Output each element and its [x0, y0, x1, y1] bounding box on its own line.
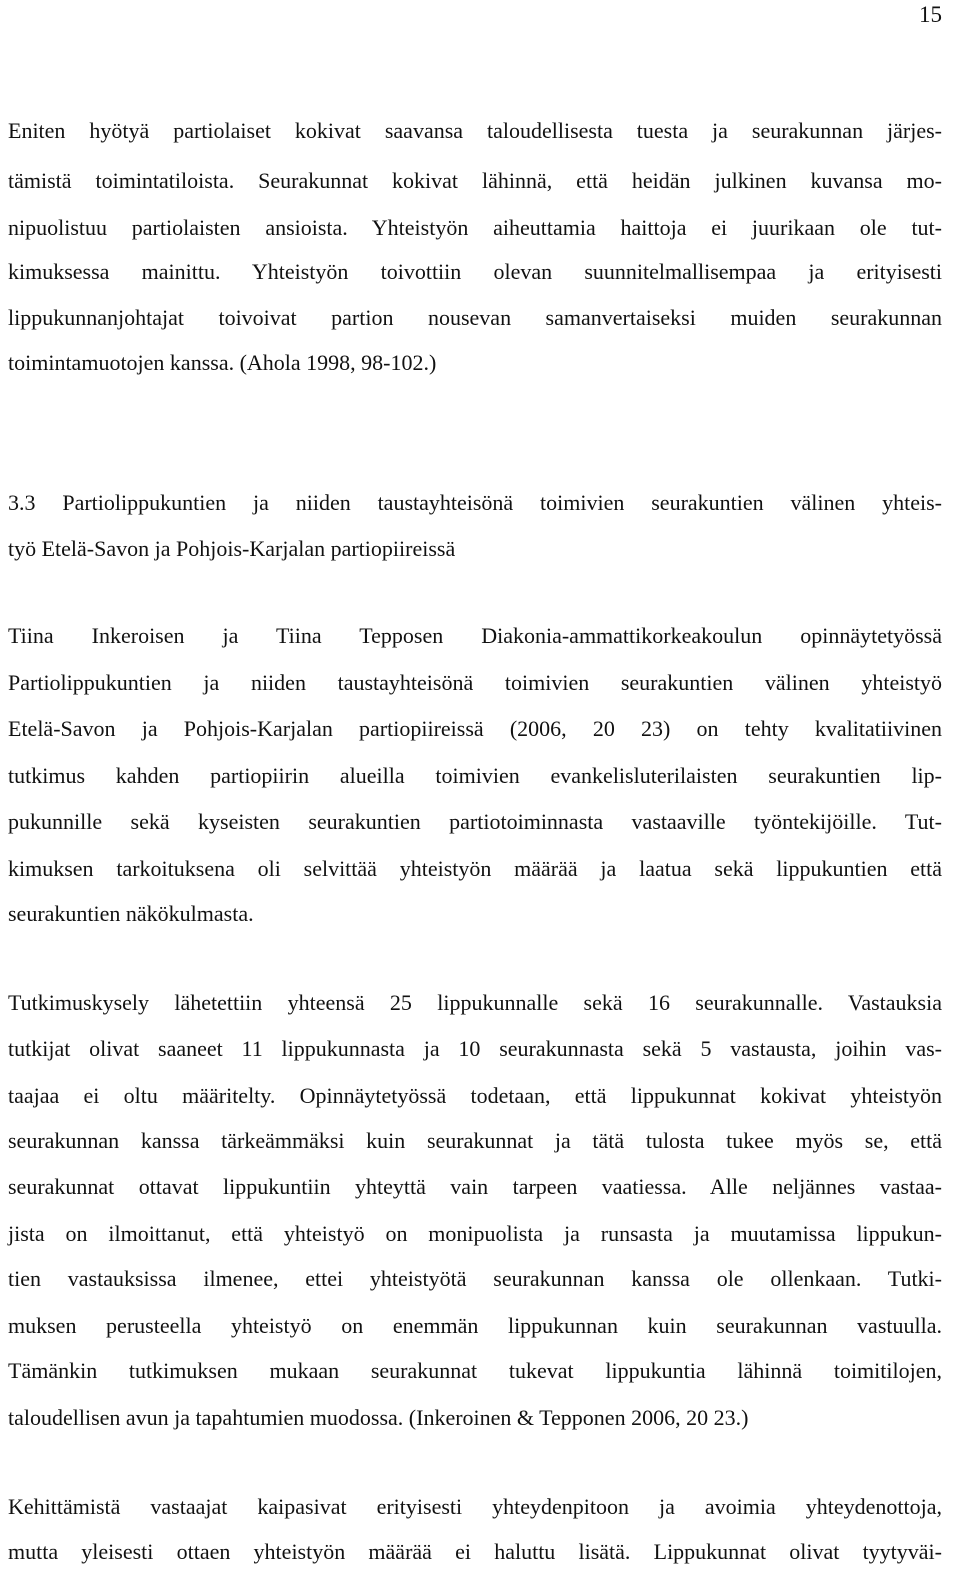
paragraph-2-line-6: kimuksen tarkoituksena oli selvittää yhteistyön määrää ja laatua sekä lippukuntien että	[8, 856, 942, 881]
paragraph-2-line-3: Etelä-Savon ja Pohjois-Karjalan partiopiireissä (2006, 20 23) on tehty kvalitatiivinen	[8, 716, 942, 741]
paragraph-2-line-5: pukunnille sekä kyseisten seurakuntien partiotoiminnasta vastaaville työntekijöille. Tut-	[8, 809, 942, 834]
paragraph-3-line-7: tien vastauksissa ilmenee, ettei yhteistyötä seurakunnan kanssa ole ollenkaan. Tutki-	[8, 1266, 942, 1291]
paragraph-1-line-5: lippukunnanjohtajat toivoivat partion nousevan samanvertaiseksi muiden seurakunnan	[8, 305, 942, 330]
paragraph-3-line-1: Tutkimuskysely lähetettiin yhteensä 25 lippukunnalle sekä 16 seurakunnalle. Vastauksia	[8, 990, 942, 1015]
paragraph-2-line-2: Partiolippukuntien ja niiden taustayhteisönä toimivien seurakuntien välinen yhteistyö	[8, 670, 942, 695]
paragraph-3-line-6: jista on ilmoittanut, että yhteistyö on monipuolista ja runsasta ja muutamissa lippukun-	[8, 1221, 942, 1246]
paragraph-2-line-4: tutkimus kahden partiopiirin alueilla toimivien evankelisluterilaisten seurakuntien lip-	[8, 763, 942, 788]
paragraph-4-line-2: mutta yleisesti ottaen yhteistyön määrää ei haluttu lisätä. Lippukunnat olivat tyytyväi-	[8, 1539, 942, 1564]
paragraph-3-line-3: taajaa ei oltu määritelty. Opinnäytetyössä todetaan, että lippukunnat kokivat yhteistyön	[8, 1083, 942, 1108]
paragraph-1-line-1: Eniten hyötyä partiolaiset kokivat saavansa taloudellisesta tuesta ja seurakunnan järjes-	[8, 118, 942, 143]
paragraph-2-line-7: seurakuntien näkökulmasta.	[8, 901, 254, 926]
paragraph-3-line-2: tutkijat olivat saaneet 11 lippukunnasta ja 10 seurakunnasta sekä 5 vastausta, joihin vas-	[8, 1036, 942, 1061]
paragraph-3-line-10: taloudellisen avun ja tapahtumien muodossa. (Inkeroinen & Tepponen 2006, 20 23.)	[8, 1405, 749, 1430]
paragraph-3-line-8: muksen perusteella yhteistyö on enemmän lippukunnan kuin seurakunnan vastuulla.	[8, 1313, 942, 1338]
section-heading-line-1: 3.3 Partiolippukuntien ja niiden taustayhteisönä toimivien seurakuntien välinen yhteis-	[8, 490, 942, 515]
section-heading-line-2: työ Etelä-Savon ja Pohjois-Karjalan partiopiireissä	[8, 536, 456, 561]
paragraph-3-line-9: Tämänkin tutkimuksen mukaan seurakunnat tukevat lippukuntia lähinnä toimitilojen,	[8, 1358, 942, 1383]
paragraph-1-line-6: toimintamuotojen kanssa. (Ahola 1998, 98-102.)	[8, 350, 437, 375]
paragraph-2-line-1: Tiina Inkeroisen ja Tiina Tepposen Diakonia-ammattikorkeakoulun opinnäytetyössä	[8, 623, 942, 648]
paragraph-3-line-4: seurakunnan kanssa tärkeämmäksi kuin seurakunnat ja tätä tulosta tukee myös se, että	[8, 1128, 942, 1153]
paragraph-3-line-5: seurakunnat ottavat lippukuntiin yhteyttä vain tarpeen vaatiessa. Alle neljännes vastaa-	[8, 1174, 942, 1199]
page-number: 15	[919, 2, 942, 27]
paragraph-1-line-2: tämistä toimintatiloista. Seurakunnat kokivat lähinnä, että heidän julkinen kuvansa mo-	[8, 168, 942, 193]
paragraph-4-line-1: Kehittämistä vastaajat kaipasivat erityisesti yhteydenpitoon ja avoimia yhteydenottoja,	[8, 1494, 942, 1519]
paragraph-1-line-4: kimuksessa mainittu. Yhteistyön toivottiin olevan suunnitelmallisempaa ja erityisesti	[8, 259, 942, 284]
paragraph-1-line-3: nipuolistuu partiolaisten ansioista. Yhteistyön aiheuttamia haittoja ei juurikaan ole tut-	[8, 215, 942, 240]
